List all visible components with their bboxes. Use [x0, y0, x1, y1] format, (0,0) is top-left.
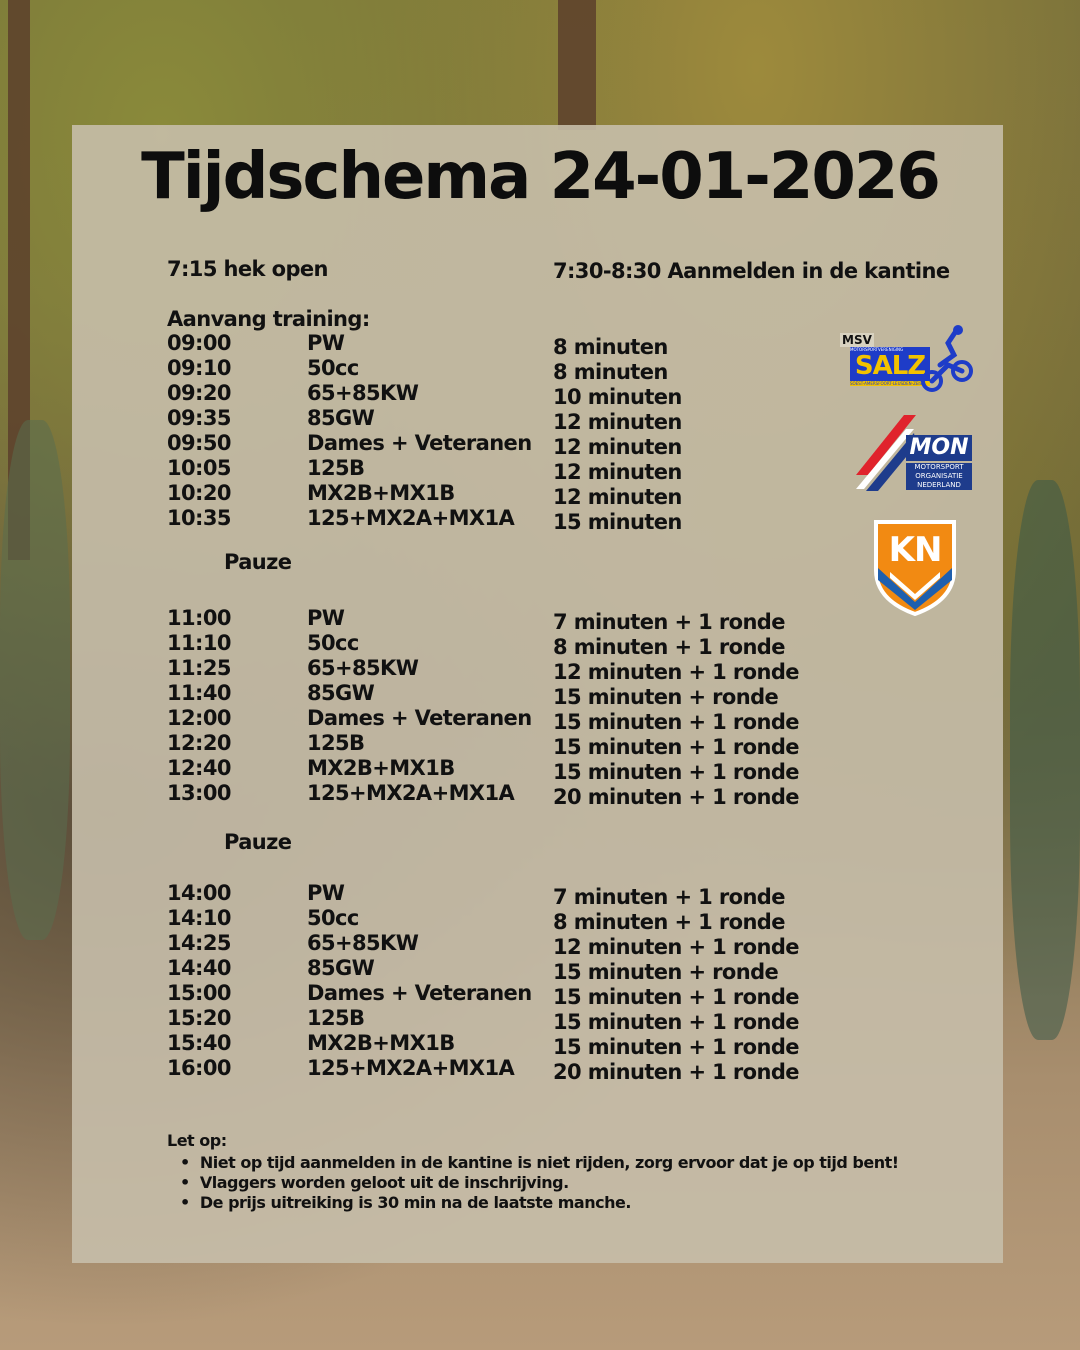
session-class: 65+85KW: [307, 656, 419, 680]
session-time: 09:00: [167, 331, 231, 355]
session-time: 11:00: [167, 606, 231, 630]
session-class: PW: [307, 881, 345, 905]
session-duration: 20 minuten + 1 ronde: [553, 785, 799, 809]
session-duration: 8 minuten: [553, 360, 668, 384]
session-class: 50cc: [307, 906, 359, 930]
session-time: 12:20: [167, 731, 231, 755]
mon-name: MON: [906, 435, 972, 461]
session-class: 125B: [307, 731, 365, 755]
session-time: 12:40: [167, 756, 231, 780]
session-time: 14:25: [167, 931, 231, 955]
session-class: 85GW: [307, 956, 375, 980]
msv-tag: MSV: [842, 333, 872, 347]
session-time: 10:35: [167, 506, 231, 530]
session-class: 85GW: [307, 406, 375, 430]
session-class: 125B: [307, 1006, 365, 1030]
registration-text: 7:30-8:30 Aanmelden in de kantine: [553, 259, 950, 283]
background-rider: [0, 420, 70, 940]
session-duration: 8 minuten: [553, 335, 668, 359]
session-class: 65+85KW: [307, 381, 419, 405]
session-class: MX2B+MX1B: [307, 481, 455, 505]
knmv-name: KN: [888, 530, 942, 570]
session-time: 15:40: [167, 1031, 231, 1055]
msv-salz-logo: [840, 325, 975, 395]
session-duration: 8 minuten + 1 ronde: [553, 910, 785, 934]
gate-open-text: 7:15 hek open: [167, 257, 328, 281]
session-time: 15:20: [167, 1006, 231, 1030]
session-duration: 15 minuten + 1 ronde: [553, 710, 799, 734]
session-duration: 15 minuten: [553, 510, 682, 534]
knmv-logo: [872, 518, 958, 616]
pause-label: Pauze: [224, 830, 292, 854]
session-class: 50cc: [307, 631, 359, 655]
session-class: PW: [307, 331, 345, 355]
session-class: PW: [307, 606, 345, 630]
session-duration: 20 minuten + 1 ronde: [553, 1060, 799, 1084]
session-class: 65+85KW: [307, 931, 419, 955]
session-class: 125+MX2A+MX1A: [307, 781, 515, 805]
session-duration: 12 minuten + 1 ronde: [553, 935, 799, 959]
salz-name: SALZ: [850, 352, 930, 381]
pause-label: Pauze: [224, 550, 292, 574]
session-duration: 15 minuten + ronde: [553, 960, 779, 984]
session-duration: 15 minuten + 1 ronde: [553, 1035, 799, 1059]
session-time: 11:25: [167, 656, 231, 680]
note-item: • Vlaggers worden geloot uit de inschrijving.: [180, 1173, 569, 1192]
mon-logo: [856, 415, 974, 493]
session-class: MX2B+MX1B: [307, 1031, 455, 1055]
session-time: 11:40: [167, 681, 231, 705]
session-time: 15:00: [167, 981, 231, 1005]
session-class: 125B: [307, 456, 365, 480]
session-duration: 15 minuten + 1 ronde: [553, 735, 799, 759]
salz-subtitle: MOTORSPORTVERENIGING: [850, 347, 930, 352]
salz-region: SOEST-AMERSFOORT-LEUSDEN-ZEIST: [850, 381, 930, 386]
notes-title: Let op:: [167, 1131, 227, 1150]
session-duration: 15 minuten + ronde: [553, 685, 779, 709]
session-duration: 10 minuten: [553, 385, 682, 409]
session-time: 16:00: [167, 1056, 231, 1080]
start-training-label: Aanvang training:: [167, 307, 370, 331]
session-time: 13:00: [167, 781, 231, 805]
session-duration: 12 minuten + 1 ronde: [553, 660, 799, 684]
session-time: 10:05: [167, 456, 231, 480]
session-duration: 12 minuten: [553, 485, 682, 509]
session-duration: 12 minuten: [553, 460, 682, 484]
background-tree-trunk: [558, 0, 596, 130]
session-class: 125+MX2A+MX1A: [307, 506, 515, 530]
session-class: MX2B+MX1B: [307, 756, 455, 780]
motocross-rider-icon: [918, 325, 974, 393]
session-time: 12:00: [167, 706, 231, 730]
session-class: Dames + Veteranen: [307, 431, 532, 455]
session-time: 09:20: [167, 381, 231, 405]
session-class: 50cc: [307, 356, 359, 380]
mon-line: NEDERLAND: [906, 481, 972, 490]
session-class: 85GW: [307, 681, 375, 705]
session-time: 14:40: [167, 956, 231, 980]
session-time: 14:10: [167, 906, 231, 930]
page-title: Tijdschema 24-01-2026: [141, 140, 939, 214]
session-time: 09:35: [167, 406, 231, 430]
session-class: Dames + Veteranen: [307, 706, 532, 730]
session-time: 11:10: [167, 631, 231, 655]
session-time: 14:00: [167, 881, 231, 905]
session-duration: 12 minuten: [553, 435, 682, 459]
mon-line: ORGANISATIE: [906, 472, 972, 481]
session-duration: 15 minuten + 1 ronde: [553, 1010, 799, 1034]
session-duration: 8 minuten + 1 ronde: [553, 635, 785, 659]
session-duration: 15 minuten + 1 ronde: [553, 985, 799, 1009]
session-time: 09:10: [167, 356, 231, 380]
session-duration: 7 minuten + 1 ronde: [553, 610, 785, 634]
mon-line: MOTORSPORT: [906, 463, 972, 472]
session-class: Dames + Veteranen: [307, 981, 532, 1005]
note-item: • Niet op tijd aanmelden in de kantine is niet rijden, zorg ervoor dat je op tijd bent!: [180, 1153, 899, 1172]
session-duration: 12 minuten: [553, 410, 682, 434]
session-duration: 7 minuten + 1 ronde: [553, 885, 785, 909]
session-duration: 15 minuten + 1 ronde: [553, 760, 799, 784]
session-time: 09:50: [167, 431, 231, 455]
session-time: 10:20: [167, 481, 231, 505]
session-class: 125+MX2A+MX1A: [307, 1056, 515, 1080]
background-rider: [1010, 480, 1080, 1040]
note-item: • De prijs uitreiking is 30 min na de laatste manche.: [180, 1193, 631, 1212]
